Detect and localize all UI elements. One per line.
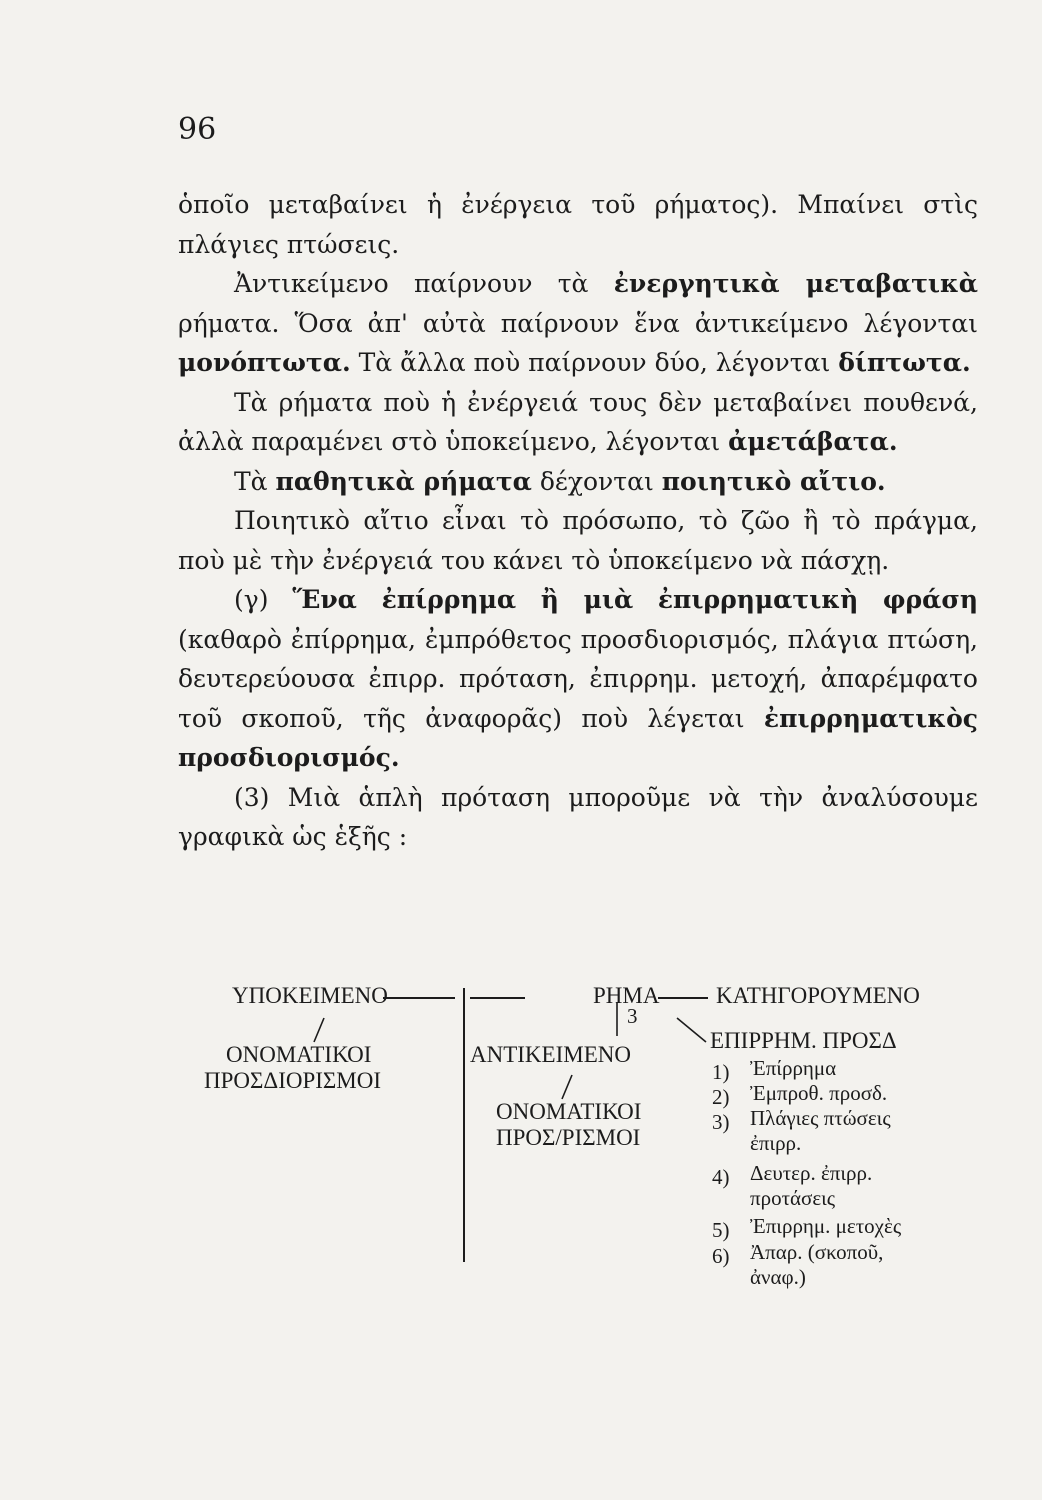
adverbial-item: Ἀπαρ. (σκοποῦ, xyxy=(750,1240,884,1264)
paragraph-6: (γ) Ἕνα ἐπίρρημα ἢ μιὰ ἐπιρρηματικὴ φράση (καθαρὸ ἐπίρρημα, ἐμπρόθετος προσδιορισμός, πλάγια πτώση, δευτερεύουσα ἐπιρρ. πρόταση, ἐπιρρημ. μετοχή, ἀπαρέμφατο τοῦ σκοποῦ, τῆς ἀναφορᾶς) ποὺ λέγεται ἐπιρρηματικὸς προσδιορισμός. xyxy=(178,585,978,772)
adverbial-title: ΕΠΙΡΡΗΜ. ΠΡΟΣΔ xyxy=(710,1028,897,1053)
object-label: ΑΝΤΙΚΕΙΜΕΝΟ xyxy=(470,1042,631,1067)
paragraph-7: (3) Μιὰ ἁπλὴ πρόταση μποροῦμε νὰ τὴν ἀναλύσουμε γραφικὰ ὡς ἑξῆς : xyxy=(178,782,978,851)
adverbial-item-number: 1) xyxy=(712,1060,730,1084)
object-attribute-2: ΠΡΟΣ/ΡΙΣΜΟΙ xyxy=(496,1125,641,1150)
object-attribute-1: ΟΝΟΜΑΤΙΚΟΙ xyxy=(496,1099,642,1124)
subject-attribute-1: ΟΝΟΜΑΤΙΚΟΙ xyxy=(226,1042,372,1067)
adverbial-item-number: 2) xyxy=(712,1085,730,1109)
adverbial-item-number: 5) xyxy=(712,1218,730,1242)
adverbial-item: Ἐπιρρημ. μετοχὲς xyxy=(750,1214,902,1238)
adverbial-item: Πλάγιες πτώσεις xyxy=(750,1106,891,1130)
adverbial-item-number: 6) xyxy=(712,1244,730,1268)
verb-label: ΡΗΜΑ xyxy=(593,983,660,1008)
adverbial-item-continuation: ἀναφ.) xyxy=(750,1265,806,1289)
adverbial-item-number: 3) xyxy=(712,1110,730,1134)
adverbial-item-continuation: ἐπιρρ. xyxy=(750,1131,802,1155)
paragraph-5: Ποιητικὸ αἴτιο εἶναι τὸ πρόσωπο, τὸ ζῶο ἢ τὸ πράγμα, ποὺ μὲ τὴν ἐνέργειά του κάνει τὸ ὑποκείμενο νὰ πάσχῃ. xyxy=(178,506,978,575)
adverbial-item-number: 4) xyxy=(712,1165,730,1189)
page-number: 96 xyxy=(178,112,217,147)
paragraph-3: Τὰ ρήματα ποὺ ἡ ἐνέργειά τους δὲν μεταβαίνει πουθενά, ἀλλὰ παραμένει στὸ ὑποκείμενο, λέγονται ἀμετάβατα. xyxy=(178,387,978,456)
predicate-label: ΚΑΤΗΓΟΡΟΥΜΕΝΟ xyxy=(716,983,920,1008)
subject-attribute-2: ΠΡΟΣΔΙΟΡΙΣΜΟΙ xyxy=(204,1068,382,1093)
adverbial-item-continuation: προτάσεις xyxy=(750,1186,836,1210)
adverbial-item: Δευτερ. ἐπιρρ. xyxy=(750,1161,873,1185)
paragraph-1: ὁποῖο μεταβαίνει ἡ ἐνέργεια τοῦ ρήματος). Μπαίνει στὶς πλάγιες πτώσεις. xyxy=(178,190,978,259)
adverbial-item: Ἐμπροθ. προσδ. xyxy=(750,1081,888,1105)
paragraph-4: Τὰ παθητικὰ ρήματα δέχονται ποιητικὸ αἴτιο. xyxy=(234,466,886,496)
object-count: 3 xyxy=(627,1004,638,1028)
subject-label: ΥΠΟΚΕΙΜΕΝΟ xyxy=(232,983,388,1008)
adverbial-item: Ἐπίρρημα xyxy=(750,1056,837,1080)
paragraph-2: Ἀντικείμενο παίρνουν τὰ ἐνεργητικὰ μεταβατικὰ ρήματα. Ὅσα ἀπ' αὐτὰ παίρνουν ἕνα ἀντικείμενο λέγονται μονόπτωτα. Τὰ ἄλλα ποὺ παίρνουν δύο, λέγονται δίπτωτα. xyxy=(178,269,978,377)
